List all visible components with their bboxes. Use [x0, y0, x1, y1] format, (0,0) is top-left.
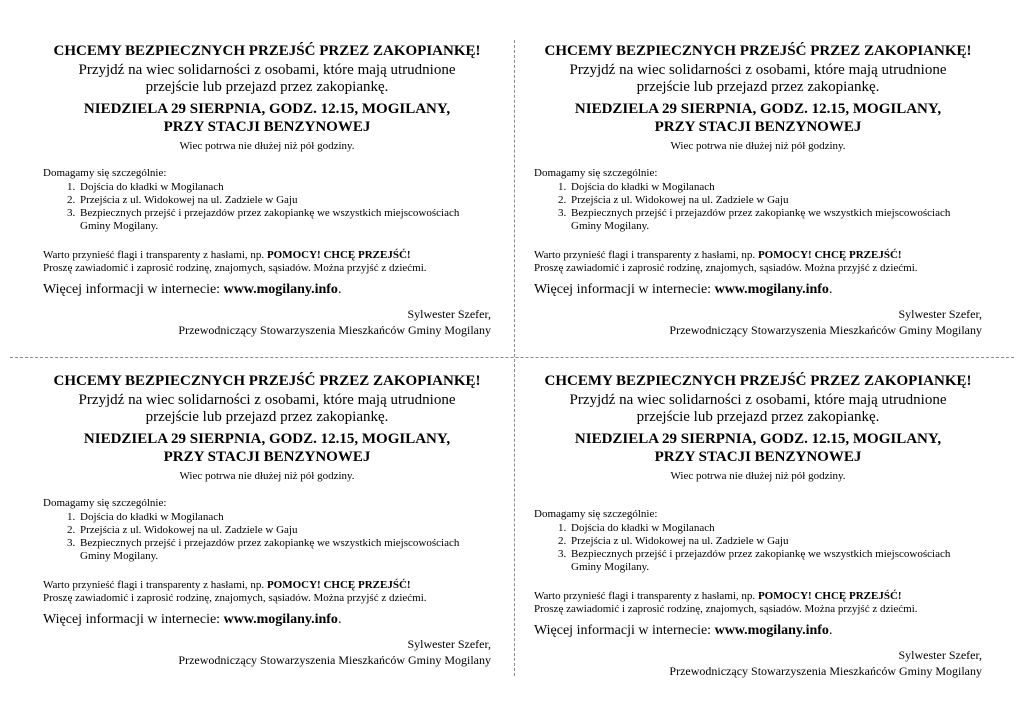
- event-details: [43, 430, 491, 466]
- list-item: 2. Przejścia z ul. Widokowej na ul. Zadziele w Gaju: [78, 194, 491, 207]
- note-text: Warto przynieść flagi i transparenty z hasłami, np.: [43, 249, 267, 261]
- demands-list: [534, 522, 982, 574]
- event-line-2: PRZY STACJI BENZYNOWEJ: [163, 119, 371, 135]
- duration-note: Wiec potrwa nie dłużej niż pół godziny.: [179, 140, 355, 152]
- signer-title: Przewodniczący Stowarzyszenia Mieszkańców Gminy Mogilany: [669, 664, 982, 678]
- lead-line-2: przejście lub przejazd przez zakopiankę.: [636, 79, 880, 95]
- demands-intro: Domagamy się szczególnie:: [534, 508, 658, 520]
- lead-line-2: przejście lub przejazd przez zakopiankę.: [636, 409, 880, 425]
- flyer-top-right: [534, 42, 982, 338]
- horizontal-cut-line: [10, 357, 1014, 358]
- note-text: Warto przynieść flagi i transparenty z hasłami, np.: [534, 590, 758, 602]
- headline: CHCEMY BEZPIECZNYCH PRZEJŚĆ PRZEZ ZAKOPIANKĘ!: [544, 373, 972, 389]
- bring-flags-note: [534, 590, 982, 603]
- duration-note: Wiec potrwa nie dłużej niż pół godziny.: [670, 470, 846, 482]
- event-details: [43, 100, 491, 136]
- event-details: [534, 430, 982, 466]
- lead-line-1: Przyjdź na wiec solidarności z osobami, które mają utrudnione: [78, 392, 456, 408]
- event-details: [534, 100, 982, 136]
- list-item: 1. Dojścia do kładki w Mogilanach: [78, 181, 491, 194]
- list-item: 1. Dojścia do kładki w Mogilanach: [569, 181, 982, 194]
- signature: [534, 306, 982, 338]
- website-link[interactable]: www.mogilany.info: [223, 282, 338, 297]
- lead-text: [43, 392, 491, 426]
- bring-flags-note: [534, 249, 982, 262]
- info-text: Więcej informacji w internecie:: [43, 612, 224, 627]
- list-item: 2. Przejścia z ul. Widokowej na ul. Zadziele w Gaju: [78, 524, 491, 537]
- event-line-1: NIEDZIELA 29 SIERPNIA, GODZ. 12.15, MOGILANY,: [83, 431, 451, 447]
- signer-name: Sylwester Szefer,: [898, 648, 982, 662]
- slogan: POMOCY! CHCĘ PRZEJŚĆ!: [757, 249, 902, 261]
- event-line-2: PRZY STACJI BENZYNOWEJ: [654, 449, 862, 465]
- headline: CHCEMY BEZPIECZNYCH PRZEJŚĆ PRZEZ ZAKOPIANKĘ!: [53, 373, 481, 389]
- duration-note: Wiec potrwa nie dłużej niż pół godziny.: [670, 140, 846, 152]
- event-line-1: NIEDZIELA 29 SIERPNIA, GODZ. 12.15, MOGILANY,: [574, 101, 942, 117]
- lead-line-1: Przyjdź na wiec solidarności z osobami, które mają utrudnione: [569, 62, 947, 78]
- info-text: Więcej informacji w internecie:: [43, 282, 224, 297]
- invite-note: Proszę zawiadomić i zaprosić rodzinę, znajomych, sąsiadów. Można przyjść z dziećmi.: [534, 262, 918, 274]
- info-text: Więcej informacji w internecie:: [534, 282, 715, 297]
- list-item: 2. Przejścia z ul. Widokowej na ul. Zadziele w Gaju: [569, 194, 982, 207]
- event-line-2: PRZY STACJI BENZYNOWEJ: [654, 119, 862, 135]
- signer-name: Sylwester Szefer,: [407, 637, 491, 651]
- info-end: .: [828, 623, 833, 638]
- demands-intro: Domagamy się szczególnie:: [534, 167, 658, 179]
- list-item: 1. Dojścia do kładki w Mogilanach: [78, 511, 491, 524]
- info-end: .: [337, 612, 342, 627]
- more-info: [534, 281, 982, 298]
- demands-intro: Domagamy się szczególnie:: [43, 497, 167, 509]
- slogan: POMOCY! CHCĘ PRZEJŚĆ!: [266, 249, 411, 261]
- note-text: Warto przynieść flagi i transparenty z hasłami, np.: [43, 579, 267, 591]
- signer-title: Przewodniczący Stowarzyszenia Mieszkańców Gminy Mogilany: [178, 653, 491, 667]
- signature: [43, 636, 491, 668]
- more-info: [43, 281, 491, 298]
- headline: CHCEMY BEZPIECZNYCH PRZEJŚĆ PRZEZ ZAKOPIANKĘ!: [544, 43, 972, 59]
- event-line-2: PRZY STACJI BENZYNOWEJ: [163, 449, 371, 465]
- list-item: 3. Bezpiecznych przejść i przejazdów przez zakopiankę we wszystkich miejscowościach Gminy Mogilany.: [569, 548, 982, 574]
- website-link[interactable]: www.mogilany.info: [714, 282, 829, 297]
- event-line-1: NIEDZIELA 29 SIERPNIA, GODZ. 12.15, MOGILANY,: [83, 101, 451, 117]
- flyer-top-left: [43, 42, 491, 338]
- demands-list: [534, 181, 982, 233]
- bring-flags-note: [43, 579, 491, 592]
- info-text: Więcej informacji w internecie:: [534, 623, 715, 638]
- website-link[interactable]: www.mogilany.info: [714, 623, 829, 638]
- invite-note: Proszę zawiadomić i zaprosić rodzinę, znajomych, sąsiadów. Można przyjść z dziećmi.: [534, 603, 918, 615]
- more-info: [534, 622, 982, 639]
- signer-name: Sylwester Szefer,: [898, 307, 982, 321]
- signature: [43, 306, 491, 338]
- flyer-bottom-right: [534, 372, 982, 679]
- bring-flags-note: [43, 249, 491, 262]
- list-item: 3. Bezpiecznych przejść i przejazdów przez zakopiankę we wszystkich miejscowościach Gminy Mogilany.: [569, 207, 982, 233]
- info-end: .: [828, 282, 833, 297]
- demands-list: [43, 181, 491, 233]
- invite-note: Proszę zawiadomić i zaprosić rodzinę, znajomych, sąsiadów. Można przyjść z dziećmi.: [43, 592, 427, 604]
- lead-text: [43, 62, 491, 96]
- list-item: 2. Przejścia z ul. Widokowej na ul. Zadziele w Gaju: [569, 535, 982, 548]
- info-end: .: [337, 282, 342, 297]
- note-text: Warto przynieść flagi i transparenty z hasłami, np.: [534, 249, 758, 261]
- signer-title: Przewodniczący Stowarzyszenia Mieszkańców Gminy Mogilany: [178, 323, 491, 337]
- event-line-1: NIEDZIELA 29 SIERPNIA, GODZ. 12.15, MOGILANY,: [574, 431, 942, 447]
- duration-note: Wiec potrwa nie dłużej niż pół godziny.: [179, 470, 355, 482]
- website-link[interactable]: www.mogilany.info: [223, 612, 338, 627]
- lead-text: [534, 62, 982, 96]
- lead-line-1: Przyjdź na wiec solidarności z osobami, które mają utrudnione: [78, 62, 456, 78]
- lead-line-1: Przyjdź na wiec solidarności z osobami, które mają utrudnione: [569, 392, 947, 408]
- list-item: 3. Bezpiecznych przejść i przejazdów przez zakopiankę we wszystkich miejscowościach Gminy Mogilany.: [78, 207, 491, 233]
- vertical-cut-line: [514, 40, 515, 676]
- headline: CHCEMY BEZPIECZNYCH PRZEJŚĆ PRZEZ ZAKOPIANKĘ!: [53, 43, 481, 59]
- lead-line-2: przejście lub przejazd przez zakopiankę.: [145, 409, 389, 425]
- more-info: [43, 611, 491, 628]
- signer-name: Sylwester Szefer,: [407, 307, 491, 321]
- lead-text: [534, 392, 982, 426]
- slogan: POMOCY! CHCĘ PRZEJŚĆ!: [757, 590, 902, 602]
- demands-intro: Domagamy się szczególnie:: [43, 167, 167, 179]
- invite-note: Proszę zawiadomić i zaprosić rodzinę, znajomych, sąsiadów. Można przyjść z dziećmi.: [43, 262, 427, 274]
- demands-list: [43, 511, 491, 563]
- slogan: POMOCY! CHCĘ PRZEJŚĆ!: [266, 579, 411, 591]
- list-item: 3. Bezpiecznych przejść i przejazdów przez zakopiankę we wszystkich miejscowościach Gminy Mogilany.: [78, 537, 491, 563]
- flyer-bottom-left: [43, 372, 491, 668]
- signature: [534, 647, 982, 679]
- signer-title: Przewodniczący Stowarzyszenia Mieszkańców Gminy Mogilany: [669, 323, 982, 337]
- list-item: 1. Dojścia do kładki w Mogilanach: [569, 522, 982, 535]
- lead-line-2: przejście lub przejazd przez zakopiankę.: [145, 79, 389, 95]
